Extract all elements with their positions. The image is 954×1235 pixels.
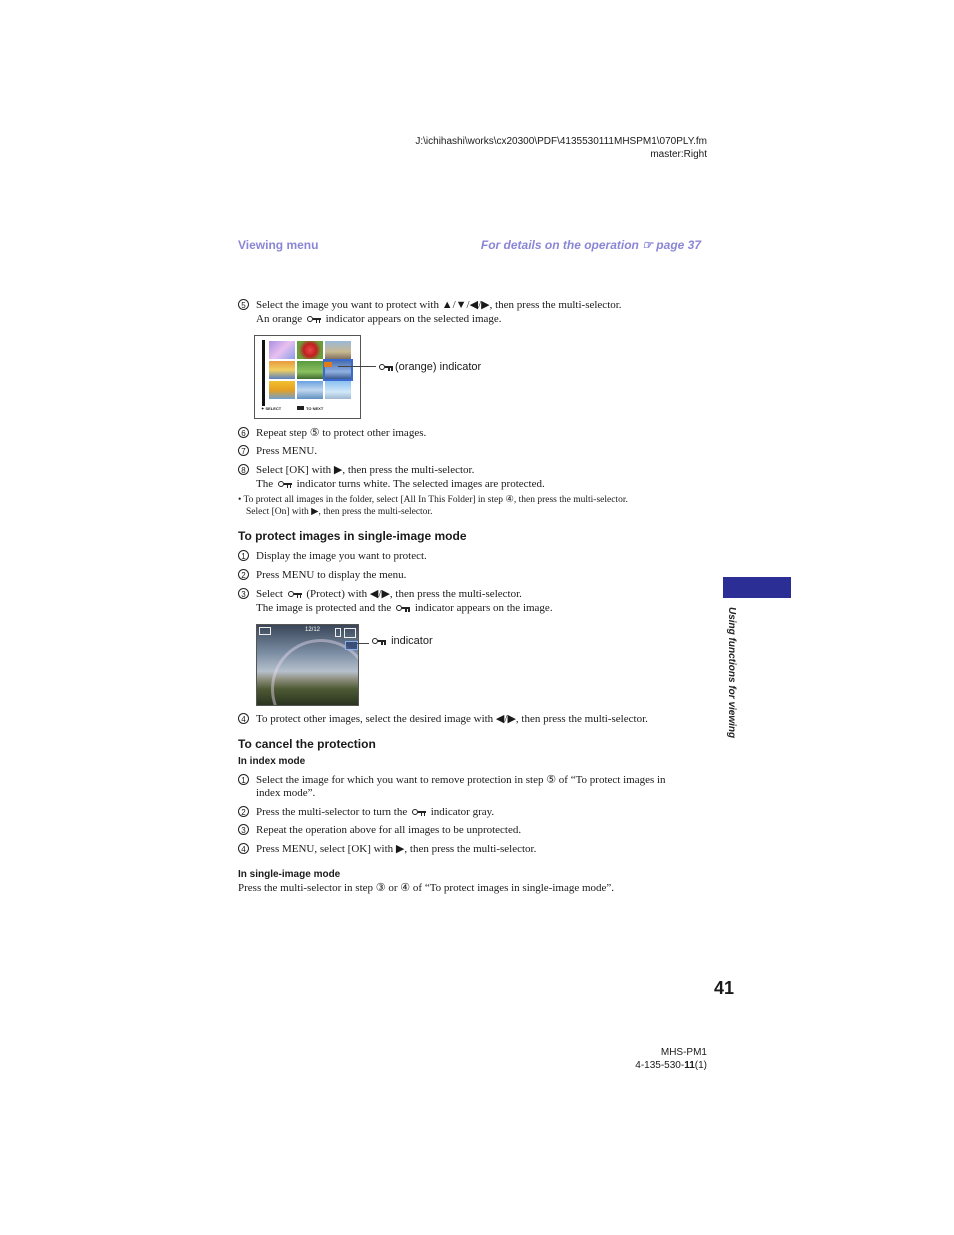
note-line: • To protect all images in the folder, select [All In This Folder] in step ④, then press the multi-selector. bbox=[238, 495, 628, 505]
orange-protect-indicator bbox=[324, 362, 332, 367]
single-step-3 bbox=[238, 587, 708, 617]
step-number: 7 bbox=[238, 445, 249, 456]
step-text: Repeat step ⑤ to protect other images. bbox=[256, 427, 427, 439]
step-number: 6 bbox=[238, 427, 249, 438]
step-6 bbox=[238, 426, 708, 440]
step-number: 5 bbox=[238, 299, 249, 310]
step-subtext bbox=[256, 312, 502, 326]
image-counter: 12/12 bbox=[305, 627, 321, 633]
thumbnail bbox=[325, 341, 351, 359]
cancel-step-4 bbox=[238, 842, 708, 856]
side-tab-label bbox=[725, 607, 739, 737]
subtext-post: indicator appears on the selected image. bbox=[325, 313, 502, 325]
protect-key-icon bbox=[307, 316, 321, 323]
step-7 bbox=[238, 444, 708, 458]
step-text: Select the image for which you want to remove protection in step ⑤ of “To protect images in bbox=[256, 774, 666, 786]
protect-key-icon bbox=[412, 809, 426, 816]
step-subtext bbox=[256, 601, 553, 615]
protect-key-icon bbox=[396, 605, 410, 612]
callout-label: (orange) indicator bbox=[395, 361, 482, 373]
subtext-pre: An orange bbox=[256, 313, 303, 325]
index-mode-heading: In index mode bbox=[238, 756, 306, 767]
section-title: Viewing menu bbox=[238, 238, 319, 252]
step-text: Repeat the operation above for all images to be unprotected. bbox=[256, 824, 522, 836]
step-subtext bbox=[256, 477, 545, 491]
protect-key-icon bbox=[379, 364, 393, 371]
text-pre: Select bbox=[256, 588, 283, 600]
fig2-callout bbox=[370, 635, 433, 647]
step-text: Select the image you want to protect with ▲/▼/◀/▶, then press the multi-selector. bbox=[256, 299, 622, 311]
step-text: Press MENU. bbox=[256, 445, 318, 457]
subtext-pre: The image is protected and the bbox=[256, 602, 392, 614]
single-step-4 bbox=[238, 712, 718, 726]
fig1-callout bbox=[377, 361, 481, 373]
step-number: 2 bbox=[238, 806, 249, 817]
cancel-heading: To cancel the protection bbox=[238, 737, 376, 751]
single-image-heading: In single-image mode bbox=[238, 869, 341, 880]
callout-label: indicator bbox=[391, 635, 433, 647]
screen-icon bbox=[344, 628, 356, 638]
side-tab-text: Using functions for viewing bbox=[726, 607, 737, 739]
step-number: 4 bbox=[238, 843, 249, 854]
single-mode-heading: To protect images in single-image mode bbox=[238, 529, 467, 543]
step-text bbox=[256, 805, 494, 819]
thumbnail bbox=[297, 381, 323, 399]
step-number: 1 bbox=[238, 774, 249, 785]
step-number: 1 bbox=[238, 550, 249, 561]
step-text: Press MENU to display the menu. bbox=[256, 569, 407, 581]
single-step-2 bbox=[238, 568, 708, 582]
step-text bbox=[256, 587, 522, 601]
subtext-post: indicator turns white. The selected images are protected. bbox=[296, 478, 545, 490]
step-8 bbox=[238, 463, 708, 493]
protect-key-icon bbox=[372, 638, 386, 645]
section-tab[interactable] bbox=[723, 577, 791, 598]
cancel-step-1 bbox=[238, 773, 708, 801]
thumbnail bbox=[269, 341, 295, 359]
index-screen-figure bbox=[254, 335, 361, 419]
step-text: To protect other images, select the desired image with ◀/▶, then press the multi-selector. bbox=[256, 713, 648, 725]
step-5 bbox=[238, 298, 708, 328]
note-block bbox=[238, 494, 628, 518]
text-post: (Protect) with ◀/▶, then press the multi-selector. bbox=[306, 588, 522, 600]
thumbnail bbox=[297, 341, 323, 359]
memory-icon bbox=[259, 627, 271, 635]
single-image-figure bbox=[256, 624, 359, 706]
model-code: 4-135-530-11(1) bbox=[635, 1060, 707, 1071]
step-number: 3 bbox=[238, 588, 249, 599]
model-info bbox=[635, 1046, 707, 1072]
model-name: MHS-PM1 bbox=[660, 1047, 707, 1058]
page-number: 41 bbox=[714, 978, 735, 998]
file-path: J:\ichihashi\works\cx20300\PDF\4135530111MHSPM1\070PLY.fm bbox=[415, 136, 707, 147]
scroll-bar bbox=[262, 340, 265, 406]
cancel-step-2 bbox=[238, 805, 708, 819]
menu-button-icon bbox=[297, 406, 304, 410]
text-post: indicator gray. bbox=[430, 806, 495, 818]
cancel-step-3 bbox=[238, 823, 708, 837]
thumbnail bbox=[297, 361, 323, 379]
thumbnail bbox=[269, 361, 295, 379]
subtext-post: indicator appears on the image. bbox=[414, 602, 553, 614]
file-path-info bbox=[415, 135, 707, 161]
single-image-text: Press the multi-selector in step ③ or ④ of “To protect images in single-image mode”. bbox=[238, 882, 615, 894]
select-hint: ✦ SELECT bbox=[261, 406, 282, 411]
step-text: Press MENU, select [OK] with ▶, then press the multi-selector. bbox=[256, 843, 537, 855]
protect-key-icon bbox=[278, 481, 292, 488]
step-number: 8 bbox=[238, 464, 249, 475]
step-number: 4 bbox=[238, 713, 249, 724]
text-pre: Press the multi-selector to turn the bbox=[256, 806, 408, 818]
battery-icon bbox=[335, 628, 341, 637]
step-text: Display the image you want to protect. bbox=[256, 550, 427, 562]
note-line: Select [On] with ▶, then press the multi-selector. bbox=[246, 507, 433, 517]
details-reference[interactable]: For details on the operation ☞ page 37 bbox=[480, 238, 701, 252]
step-number: 2 bbox=[238, 569, 249, 580]
thumbnail bbox=[269, 381, 295, 399]
single-step-1 bbox=[238, 549, 708, 563]
master-label: master:Right bbox=[650, 149, 707, 160]
protect-key-icon bbox=[288, 591, 302, 598]
step-text: Select [OK] with ▶, then press the multi-selector. bbox=[256, 464, 475, 476]
step-number: 3 bbox=[238, 824, 249, 835]
thumbnail bbox=[325, 381, 351, 399]
subtext-pre: The bbox=[256, 478, 274, 490]
callout-line bbox=[338, 366, 376, 367]
callout-line bbox=[357, 643, 369, 644]
step-subtext: index mode”. bbox=[256, 787, 316, 799]
next-hint: TO NEXT bbox=[306, 406, 324, 411]
